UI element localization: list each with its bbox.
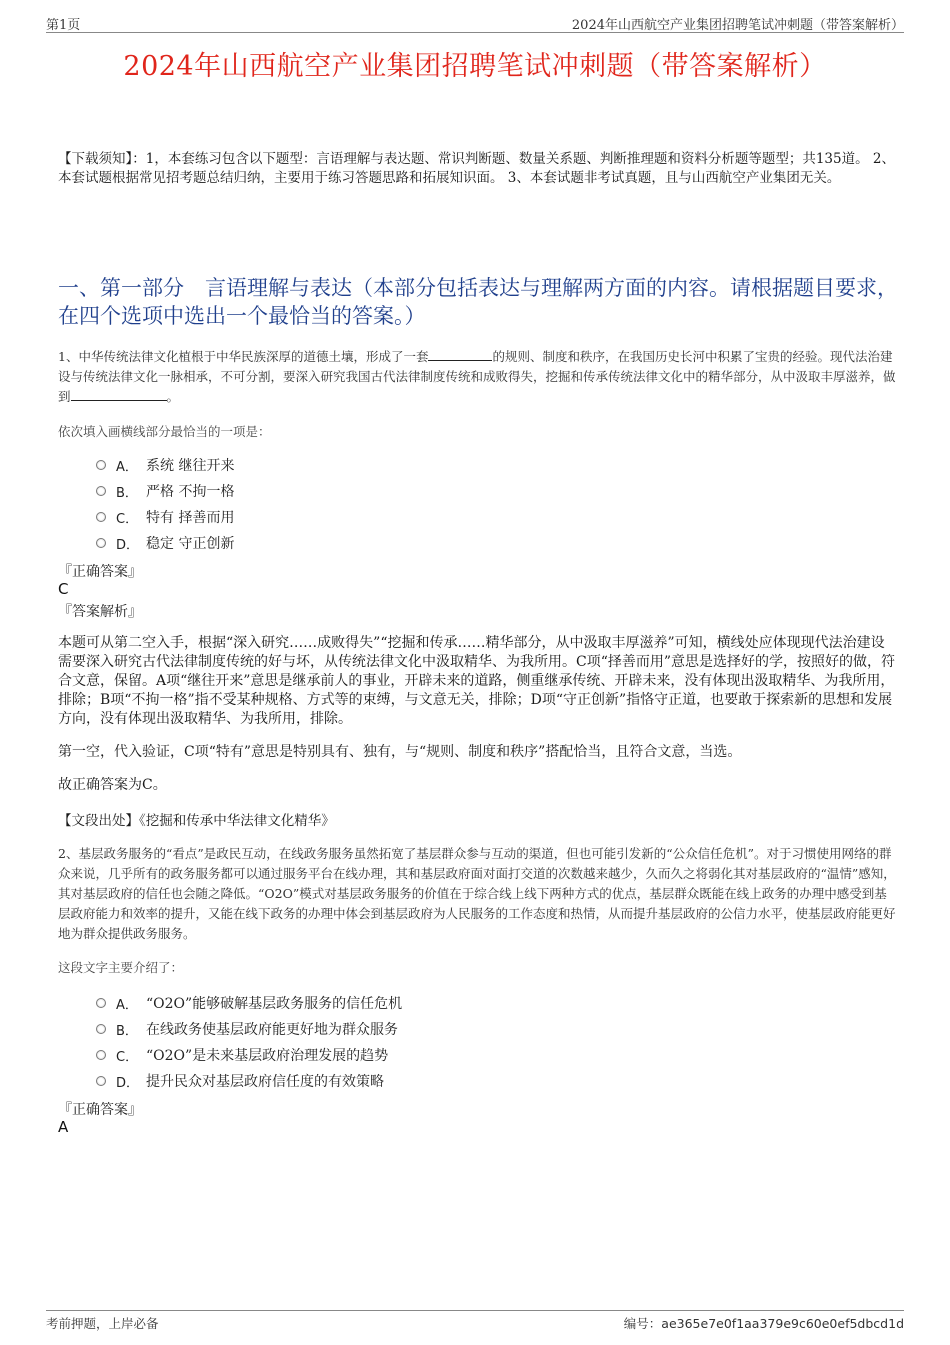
analysis-paragraph-1: 本题可从第二空入手，根据“深入研究……成败得失”“挖掘和传承……精华部分，从中汲取丰厚滋养”可知，横线处应体现现代法治建设需要深入研究古代法律制度传统的好与坏，从传统法律文化中汲取精华、为我所用。C项“择善而用”意思是选择好的学，按照好的做，符合文意，保留。A项“继往开来”意思是继承前人的事业，开辟未来的道路，侧重继承传统、开辟未来，没有体现出汲取精华、为我所用，排除；B项“不拘一格”指不受某种规格、方式等的束缚，与文意无关，排除；D项“守正创新”指恪守正道，也要敢于探索新的思想和发展方向，没有体现出汲取精华、为我所用，排除。 [58,635,896,727]
download-notice: 【下载须知】：1，本套练习包含以下题型：言语理解与表达题、常识判断题、数量关系题、判断推理题和资料分析题等题型；共135道。 2、本套试题根据常见招考题总结归纳，主要用于练习答题思路和拓展知识面。 3、本套试题非考试真题，且与山西航空产业集团无关。 [58,151,895,186]
radio-icon[interactable] [96,460,106,470]
option-a[interactable] [96,990,402,1016]
question-1-options [96,452,234,556]
page-header [46,12,904,33]
radio-icon[interactable] [96,998,106,1008]
analysis-paragraph-3: 故正确答案为C。 [58,777,167,793]
footer-slogan: 考前押题，上岸必备 [46,1316,159,1331]
analysis-label: 『答案解析』 [58,604,142,620]
option-b[interactable] [96,1016,402,1042]
option-d[interactable] [96,530,234,556]
question-1-stem-part2: 的规则、制度和秩序，在我国历史长河中积累了宝贵的经验。现代法治建设与传统法律文化一脉相承，不可分割，要深入研究我国古代法律制度传统和成败得失，挖掘和传承传统法律文化中的精华部分，从中汲取丰厚滋养，做到 [58,349,896,404]
question-1-stem-part3: 。 [166,389,180,404]
question-1-stem-part1: 1、中华传统法律文化植根于中华民族深厚的道德土壤，形成了一套 [58,349,429,364]
question-1-prompt: 依次填入画横线部分最恰当的一项是： [58,424,271,439]
radio-icon[interactable] [96,1050,106,1060]
blank-1 [428,348,492,361]
option-letter: C． [116,1049,139,1065]
header-doc-title: 2024年山西航空产业集团招聘笔试冲刺题（带答案解析） [571,18,904,33]
option-text: 稳定 守正创新 [146,536,235,552]
document-title: 2024年山西航空产业集团招聘笔试冲刺题（带答案解析） [123,51,827,82]
radio-icon[interactable] [96,512,106,522]
analysis-paragraph-2: 第一空，代入验证，C项“特有”意思是特别具有、独有，与“规则、制度和秩序”搭配恰当，且符合文意，当选。 [58,744,742,760]
option-text: 在线政务使基层政府能更好地为群众服务 [146,1022,398,1038]
radio-icon[interactable] [96,538,106,548]
correct-answer-label: 『正确答案』 [58,1102,142,1118]
option-letter: A． [116,459,138,475]
question-2-prompt: 这段文字主要介绍了： [58,960,184,975]
blank-2 [71,388,167,401]
radio-icon[interactable] [96,1024,106,1034]
footer-code [624,1314,904,1332]
option-letter: C． [116,511,139,527]
correct-answer-value: A [58,1118,69,1136]
option-text: 系统 继往开来 [146,458,235,474]
radio-icon[interactable] [96,1076,106,1086]
option-text: “O2O”能够破解基层政务服务的信任危机 [146,996,403,1012]
option-text: 特有 择善而用 [146,510,235,526]
passage-source: 【文段出处】《挖掘和传承中华法律文化精华》 [58,813,335,829]
option-letter: B． [116,485,138,501]
option-letter: D． [116,1075,140,1091]
radio-icon[interactable] [96,486,106,496]
question-2-options [96,990,402,1094]
question-2-stem: 2、基层政务服务的“看点”是政民互动，在线政务服务虽然拓宽了基层群众参与互动的渠道，但也可能引发新的“公众信任危机”。对于习惯使用网络的群众来说，几乎所有的政务服务都可以通过服务平台在线办理，其和基层政府面对面打交道的次数越来越少，久而久之将弱化其对基层政府的“温情”感知，其对基层政府的信任也会随之降低。“O2O”模式对基层政务服务的价值在于综合线上线下两种方式的优点，基层群众既能在线上政务的办理中感受到基层政府能力和效率的提升，又能在线下政务的办理中体会到基层政府为人民服务的工作态度和热情，从而提升基层政府的公信力水平，使基层政府能更好地为群众提供政务服务。 [58,846,896,941]
option-letter: B． [116,1023,138,1039]
option-b[interactable] [96,478,234,504]
option-letter: D． [116,537,140,553]
option-a[interactable] [96,452,234,478]
option-text: 提升民众对基层政府信任度的有效策略 [146,1074,384,1090]
footer-code-label: 编号： [623,1316,662,1331]
correct-answer-value: C [58,580,69,598]
page-number: 第1页 [46,18,81,33]
option-text: “O2O”是未来基层政府治理发展的趋势 [146,1048,389,1064]
option-c[interactable] [96,504,234,530]
correct-answer-label: 『正确答案』 [58,564,142,580]
section-heading: 一、第一部分 言语理解与表达（本部分包括表达与理解两方面的内容。请根据题目要求，在四个选项中选出一个最恰当的答案。） [58,276,898,328]
option-letter: A． [116,997,138,1013]
question-1-stem [58,347,898,407]
option-d[interactable] [96,1068,402,1094]
page-footer [46,1310,904,1331]
footer-code-value: ae365e7e0f1aa379e9c60e0ef5dbcd1d [661,1316,904,1331]
option-text: 严格 不拘一格 [146,484,235,500]
option-c[interactable] [96,1042,402,1068]
